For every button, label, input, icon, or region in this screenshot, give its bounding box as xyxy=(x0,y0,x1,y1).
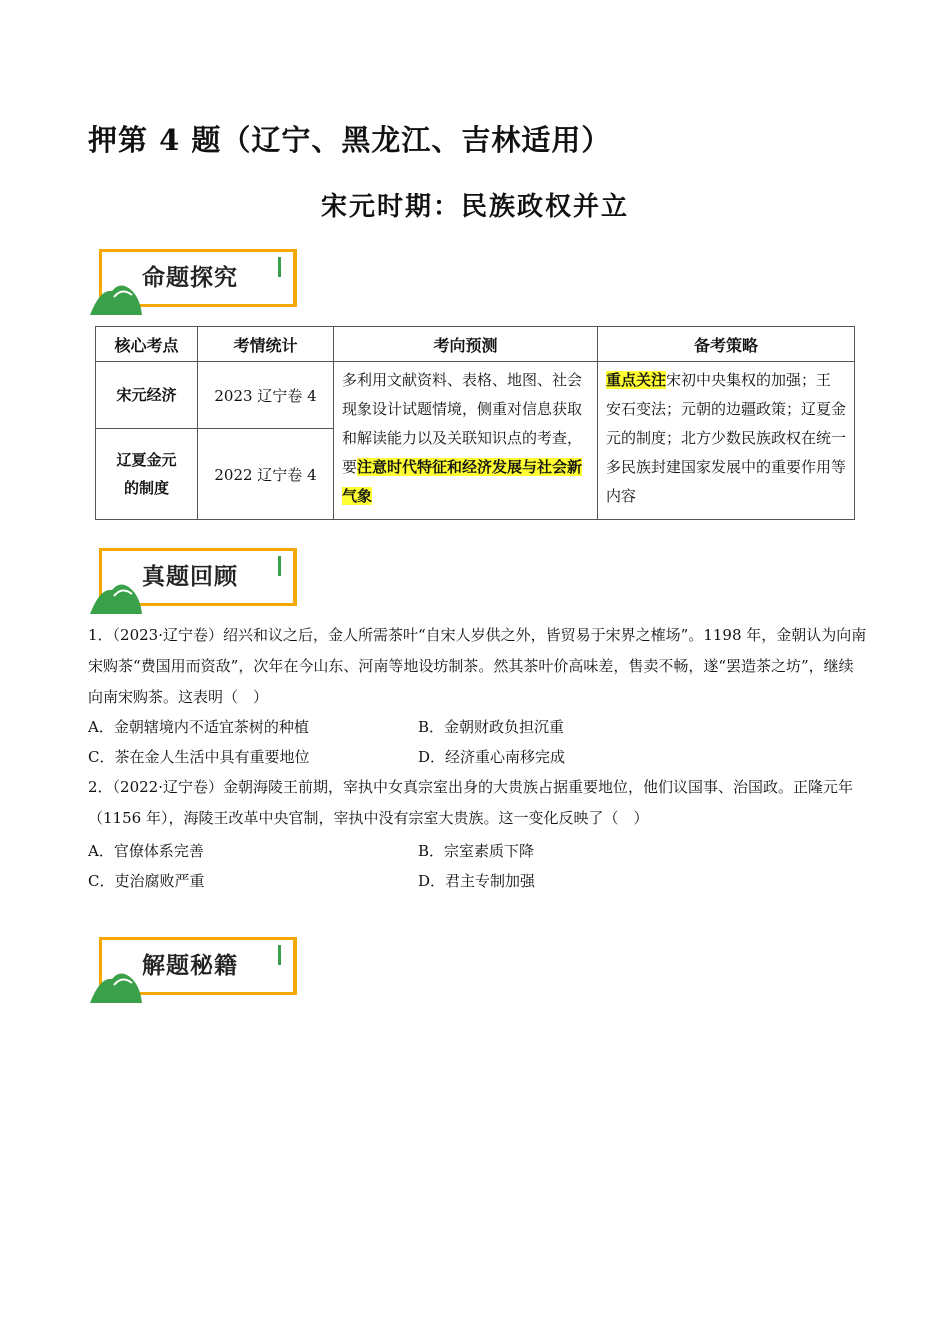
exam-analysis-table xyxy=(95,326,855,520)
option-b: B．金朝财政负担沉重 xyxy=(418,718,565,736)
page-title: 押第 4 题（辽宁、黑龙江、吉林适用） xyxy=(88,123,612,157)
header-forecast: 考向预测 xyxy=(334,327,598,362)
badge-accent-bar xyxy=(278,556,281,576)
section-badge-past-exams xyxy=(90,546,300,614)
option-d: D．经济重心南移完成 xyxy=(418,748,566,766)
forecast-text: 多利用文献资料、表格、地图、社会现象设计试题情境，侧重对信息获取和解读能力以及关联知识点的考查，要 xyxy=(342,371,583,476)
section-title: 解题秘籍 xyxy=(142,953,238,979)
section-title: 命题探究 xyxy=(142,265,238,291)
badge-accent-bar xyxy=(278,945,281,965)
section-badge-proposition xyxy=(90,247,300,315)
option-c: C．吏治腐败严重 xyxy=(88,872,205,890)
mountain-icon xyxy=(90,275,150,315)
forecast-highlight: 注意时代特征和经济发展与社会新气象 xyxy=(342,458,583,505)
statistics-cell: 2022 辽宁卷 4 xyxy=(198,429,334,520)
core-point-line: 辽夏金元 xyxy=(116,451,177,469)
option-d: D．君主专制加强 xyxy=(418,872,536,890)
mountain-icon xyxy=(90,963,150,1003)
header-core-point: 核心考点 xyxy=(96,327,198,362)
strategy-cell xyxy=(598,362,855,520)
option-a: A．官僚体系完善 xyxy=(88,842,204,860)
page-subtitle: 宋元时期：民族政权并立 xyxy=(320,192,629,222)
question-stem: 2．（2022·辽宁卷）金朝海陵王前期，宰执中女真宗室出身的大贵族占据重要地位，他们议国事、治国政。正隆元年（1156 年），海陵王改革中央官制，宰执中没有宗室大贵族。这一变化反映了（ ） xyxy=(88,778,853,827)
header-strategy: 备考策略 xyxy=(598,327,855,362)
option-c: C．茶在金人生活中具有重要地位 xyxy=(88,748,310,766)
question-stem: 1．（2023·辽宁卷）绍兴和议之后，金人所需茶叶“自宋人岁供之外，皆贸易于宋界之榷场”。1198 年，金朝认为向南宋购茶“费国用而资敌”，次年在今山东、河南等地设坊制茶。然其茶叶价高味差，售卖不畅，遂“罢造茶之坊”，继续向南宋购茶。这表明（ ） xyxy=(88,626,867,706)
header-statistics: 考情统计 xyxy=(198,327,334,362)
section-title: 真题回顾 xyxy=(142,564,238,590)
badge-accent-bar xyxy=(278,257,281,277)
core-point-cell xyxy=(96,429,198,520)
option-b: B．宗室素质下降 xyxy=(418,842,535,860)
mountain-icon xyxy=(90,574,150,614)
strategy-highlight: 重点关注 xyxy=(606,371,667,389)
table-header-row xyxy=(96,327,855,362)
core-point-line: 的制度 xyxy=(123,479,169,497)
forecast-cell xyxy=(334,362,598,520)
table-row xyxy=(96,362,855,429)
option-a: A．金朝辖境内不适宜茶树的种植 xyxy=(88,718,309,736)
core-point-cell: 宋元经济 xyxy=(96,362,198,429)
statistics-cell: 2023 辽宁卷 4 xyxy=(198,362,334,429)
section-badge-solving-tips xyxy=(90,935,300,1003)
strategy-text: 宋初中央集权的加强；王安石变法；元朝的边疆政策；辽夏金元的制度；北方少数民族政权在统一多民族封建国家发展中的重要作用等内容 xyxy=(606,371,847,505)
